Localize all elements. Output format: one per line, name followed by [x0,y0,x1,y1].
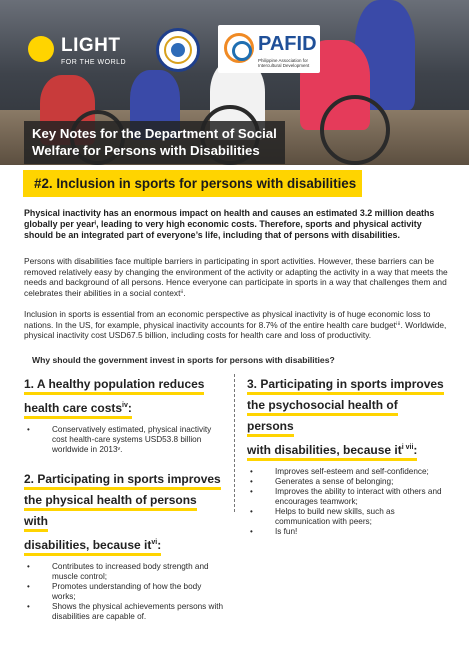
pafid-mark-icon [224,33,254,63]
wheelchair-wheel [320,95,390,165]
section-2-heading: 2. Participating in sports improves the physical health of persons with disabilities, because $it^{vi}$: [24,469,224,556]
column-divider [234,374,235,512]
section-1-heading: 1. A healthy population reduces health care costs$^{iv}$: [24,374,224,419]
pafid-logo [218,25,320,73]
pafid-logo-subtitle: Philippine Association for Intercultural Development [258,58,310,68]
left-column [24,374,224,622]
lead-paragraph: Physical inactivity has an enormous impact on health and causes an estimated 3.2 million deaths globally per yearⁱ, leading to very high economic costs. Therefore, sports and physical activity should be an integrated part of everyone’s life, including that of persons with disabilities. [24,208,435,240]
light-dot-icon [28,36,54,62]
list-item: • Improves self-esteem and self-confidence; [247,467,447,477]
section-2-list [24,562,224,622]
page-title [24,121,285,164]
barriers-paragraph: Persons with disabilities face multiple barriers in participating in sport activities. However, these barriers can be removed relatively easy by changing the environment of the activity or adapting the activity in a way that meets the needs and background of all persons. Hence everyone can participate in sports in a way that challenges them and celebrates their abilities in a social contextⁱⁱ. [24,256,448,298]
list-item: • Generates a sense of belonging; [247,477,447,487]
right-column [247,374,447,537]
list-item: • Conservatively estimated, physical inactivity cost health-care systems USD53.8 billion worldwide in 2013ᵛ. [24,425,224,455]
list-item: • Improves the ability to interact with others and encourages teamwork; [247,487,447,507]
logo-bar [0,22,469,80]
economic-paragraph: Inclusion in sports is essential from an economic perspective as physical inactivity is of huge economic loss to nations. In the US, for example, physical inactivity accounts for 8.7% of the entire health care budgetⁱⁱⁱ. Worldwide, physical inactivity cost USD67.5 billion, including costs for health care and loss of productivity. [24,309,447,341]
page-title-line-1: Key Notes for the Department of Social [32,126,277,141]
government-seal-icon [156,28,200,72]
light-for-the-world-logo [24,32,136,76]
list-item: • Shows the physical achievements persons with disabilities are capable of. [24,602,224,622]
section-1-list [24,425,224,455]
list-item: • Is fun! [247,527,447,537]
question-heading: Why should the government invest in sports for persons with disabilities? [32,355,335,365]
section-3-heading: 3. Participating in sports improves the psychosocial health of persons with disabilities, because $it^{i vii}$: [247,374,447,461]
section-3-list [247,467,447,537]
list-item: • Promotes understanding of how the body works; [24,582,224,602]
light-logo-subtitle: FOR THE WORLD [61,59,127,66]
page-title-line-2: Welfare for Persons with Disabilities [32,143,260,158]
section-subtitle: #2. Inclusion in sports for persons with disabilities [23,170,362,197]
list-item: • Contributes to increased body strength and muscle control; [24,562,224,582]
pafid-logo-title: PAFID [258,33,317,55]
light-logo-title: LIGHT [61,35,121,56]
list-item: • Helps to build new skills, such as communication with peers; [247,507,447,527]
